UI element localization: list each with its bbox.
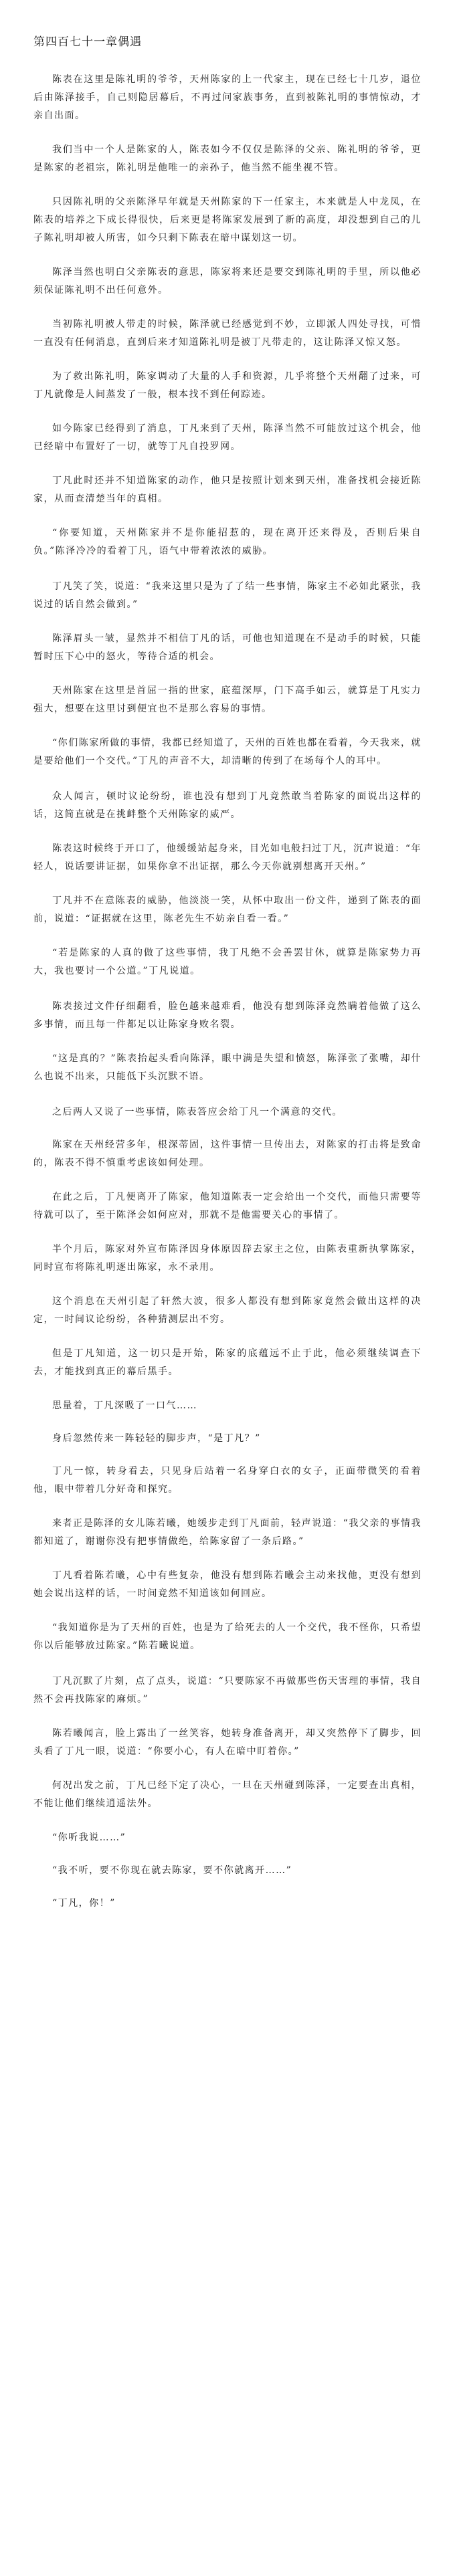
paragraph: “这是真的？”陈表抬起头看向陈泽，眼中满是失望和愤怒，陈泽张了张嘴，却什么也说不出来，只能低下头沉默不语。 [33, 1053, 422, 1082]
paragraph: 丁凡笑了笑，说道：“我来这里只是为了了结一些事情，陈家主不必如此紧张，我说过的话自然会做到。” [33, 581, 422, 610]
paragraph: “我知道你是为了天州的百姓，也是为了给死去的人一个交代，我不怪你，只希望你以后能够放过陈家。”陈若曦说道。 [33, 1622, 422, 1651]
paragraph: 众人闻言，顿时议论纷纷，谁也没有想到丁凡竟然敢当着陈家的面说出这样的话，这简直就是在挑衅整个天州陈家的威严。 [33, 791, 422, 820]
paragraph: 为了救出陈礼明，陈家调动了大量的人手和资源，几乎将整个天州翻了过来，可丁凡就像是人间蒸发了一般，根本找不到任何踪迹。 [33, 371, 422, 400]
paragraph: 陈泽当然也明白父亲陈表的意思，陈家将来还是要交到陈礼明的手里，所以他必须保证陈礼明不出任何意外。 [33, 267, 422, 296]
paragraph: “我不听，要不你现在就去陈家，要不你就离开……” [52, 1865, 292, 1876]
paragraph: “若是陈家的人真的做了这些事情，我丁凡绝不会善罢甘休，就算是陈家势力再大，我也要讨一个公道。”丁凡说道。 [33, 948, 422, 976]
paragraph: 但是丁凡知道，这一切只是开始，陈家的底蕴远不止于此，他必须继续调查下去，才能找到真正的幕后黑手。 [33, 1348, 422, 1377]
paragraph: “丁凡，你！” [52, 1898, 116, 1909]
paragraph: 丁凡看着陈若曦，心中有些复杂，他没有想到陈若曦会主动来找他，更没有想到她会说出这样的话，一时间竟然不知道该如何回应。 [33, 1570, 422, 1599]
paragraph: 如今陈家已经得到了消息，丁凡来到了天州，陈泽当然不可能放过这个机会，他已经暗中布置好了一切，就等丁凡自投罗网。 [33, 423, 422, 452]
paragraph: 陈表在这里是陈礼明的爷爷，天州陈家的上一代家主，现在已经七十几岁，退位后由陈泽接手，自己则隐居幕后，不再过问家族事务，直到被陈礼明的事情惊动，才亲自出面。 [33, 74, 422, 121]
paragraph: 陈泽眉头一皱，显然并不相信丁凡的话，可他也知道现在不是动手的时候，只能暂时压下心中的怒火，等待合适的机会。 [33, 633, 422, 662]
paragraph: 陈家在天州经营多年，根深蒂固，这件事情一旦传出去，对陈家的打击将是致命的，陈表不得不慎重考虑该如何处理。 [33, 1140, 422, 1168]
paragraph: 当初陈礼明被人带走的时候，陈泽就已经感觉到不妙，立即派人四处寻找，可惜一直没有任何消息，直到后来才知道陈礼明是被丁凡带走的，这让陈泽又惊又怒。 [33, 319, 422, 348]
paragraph: 丁凡此时还并不知道陈家的动作，他只是按照计划来到天州，准备找机会接近陈家，从而查清楚当年的真相。 [33, 475, 422, 504]
paragraph: 陈若曦闻言，脸上露出了一丝笑容，她转身准备离开，却又突然停下了脚步，回头看了丁凡一眼，说道：“你要小心，有人在暗中盯着你。” [33, 1728, 422, 1757]
paragraph: 何况出发之前，丁凡已经下定了决心，一旦在天州碰到陈泽，一定要查出真相，不能让他们继续逍遥法外。 [33, 1780, 422, 1809]
chapter-title: 第四百七十一章偶遇 [33, 35, 142, 49]
paragraph: 之后两人又说了一些事情，陈表答应会给丁凡一个满意的交代。 [52, 1107, 343, 1117]
paragraph: 思量着，丁凡深吸了一口气…… [52, 1400, 197, 1411]
paragraph: 这个消息在天州引起了轩然大波，很多人都没有想到陈家竟然会做出这样的决定，一时间议论纷纷，各种猜测层出不穷。 [33, 1296, 422, 1325]
paragraph: 陈表这时候终于开口了，他缓缓站起身来，目光如电般扫过丁凡，沉声说道：“年轻人，说话要讲证据，如果你拿不出证据，那么今天你就别想离开天州。” [33, 843, 422, 872]
paragraph: “你听我说……” [52, 1832, 126, 1843]
paragraph: 我们当中一个人是陈家的人，陈表如今不仅仅是陈泽的父亲、陈礼明的爷爷，更是陈家的老祖宗，陈礼明是他唯一的亲孙子，他当然不能坐视不管。 [33, 144, 422, 173]
paragraph: 半个月后，陈家对外宣布陈泽因身体原因辞去家主之位，由陈表重新执掌陈家，同时宣布将陈礼明逐出陈家，永不录用。 [33, 1244, 422, 1273]
paragraph: 身后忽然传来一阵轻轻的脚步声，“是丁凡？” [52, 1433, 261, 1444]
paragraph: 陈表接过文件仔细翻看，脸色越来越难看，他没有想到陈泽竟然瞒着他做了这么多事情，而且每一件都足以让陈家身败名裂。 [33, 1001, 422, 1030]
paragraph: “你要知道，天州陈家并不是你能招惹的，现在离开还来得及，否则后果自负。”陈泽冷冷的看着丁凡，语气中带着浓浓的威胁。 [33, 528, 422, 556]
paragraph: 丁凡一惊，转身看去，只见身后站着一名身穿白衣的女子，正面带微笑的看着他，眼中带着几分好奇和探究。 [33, 1466, 422, 1495]
paragraph: 只因陈礼明的父亲陈泽早年就是天州陈家的下一任家主，本来就是人中龙凤，在陈表的培养之下成长得很快，后来更是将陈家发展到了新的高度，却没想到自己的儿子陈礼明却被人所害，如今只剩下陈表在暗中谋划这一切。 [33, 197, 422, 243]
paragraph: 丁凡并不在意陈表的威胁，他淡淡一笑，从怀中取出一份文件，递到了陈表的面前，说道：“证据就在这里，陈老先生不妨亲自看一看。” [33, 895, 422, 924]
paragraph: 在此之后，丁凡便离开了陈家，他知道陈表一定会给出一个交代，而他只需要等待就可以了，至于陈泽会如何应对，那就不是他需要关心的事情了。 [33, 1192, 422, 1220]
paragraph: 来者正是陈泽的女儿陈若曦，她缓步走到丁凡面前，轻声说道：“我父亲的事情我都知道了，谢谢你没有把事情做绝，给陈家留了一条后路。” [33, 1518, 422, 1547]
paragraph: 丁凡沉默了片刻，点了点头，说道：“只要陈家不再做那些伤天害理的事情，我自然不会再找陈家的麻烦。” [33, 1676, 422, 1705]
paragraph: “你们陈家所做的事情，我都已经知道了，天州的百姓也都在看着，今天我来，就是要给他们一个交代。”丁凡的声音不大，却清晰的传到了在场每个人的耳中。 [33, 738, 422, 766]
paragraph: 天州陈家在这里是首屈一指的世家，底蕴深厚，门下高手如云，就算是丁凡实力强大，想要在这里讨到便宜也不是那么容易的事情。 [33, 685, 422, 714]
